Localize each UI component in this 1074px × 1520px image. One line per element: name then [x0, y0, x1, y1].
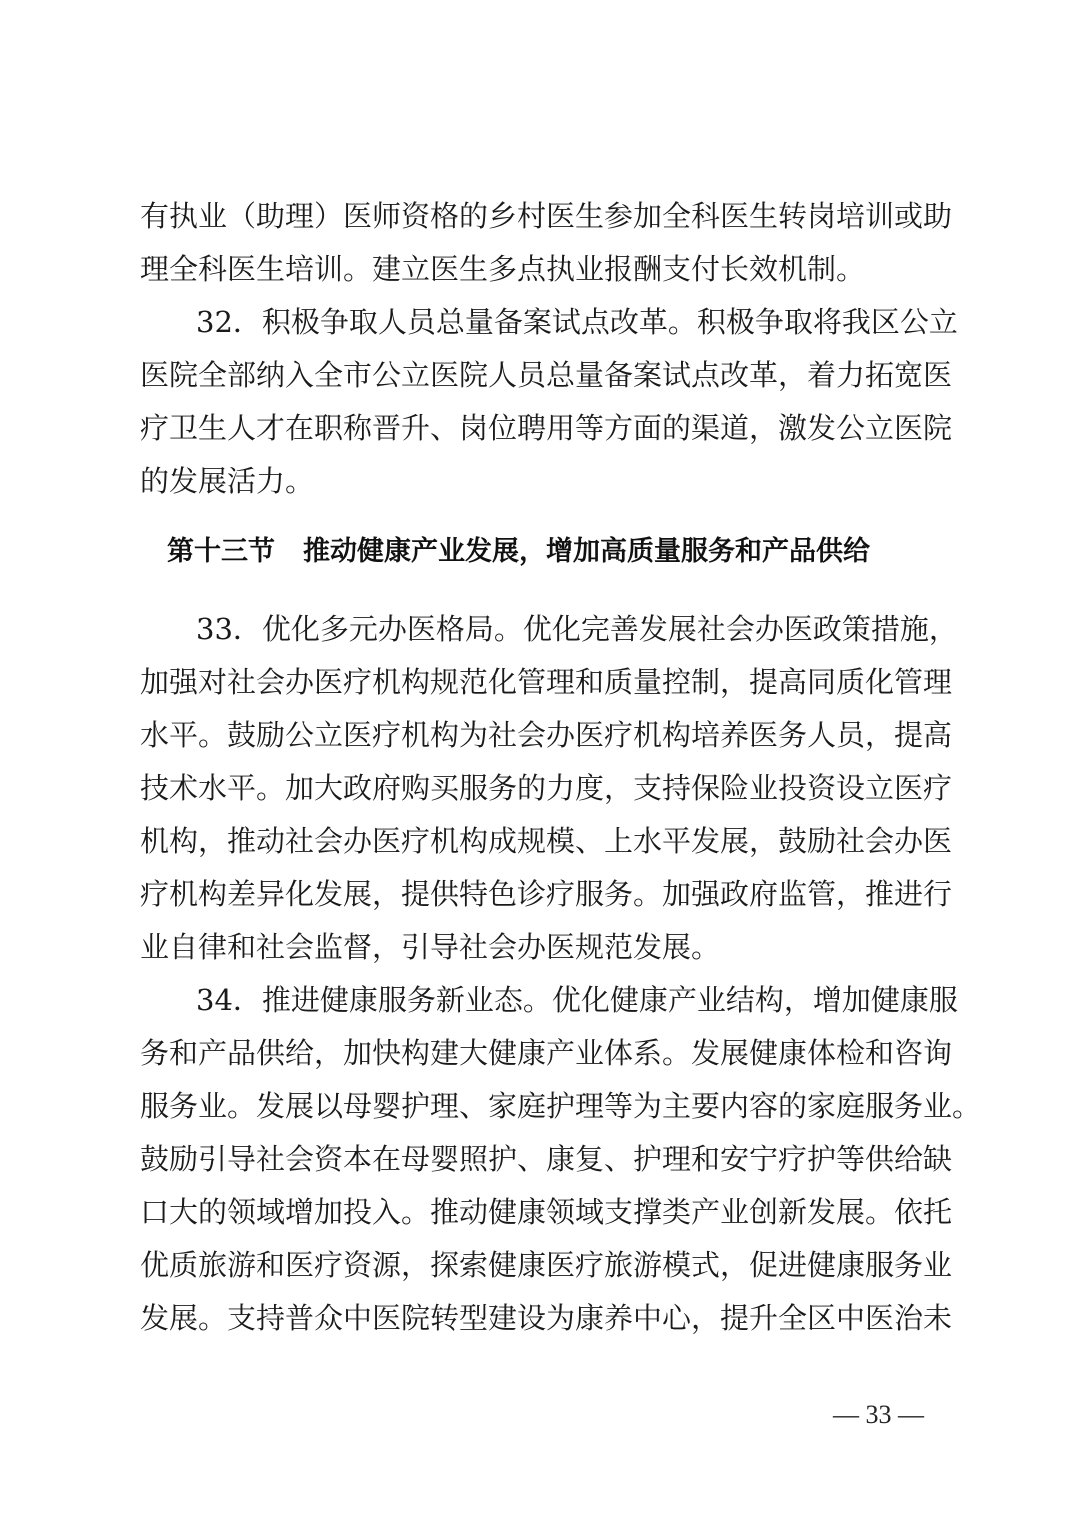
paragraph-34-line-1: 34．推进健康服务新业态。优化健康产业结构，增加健康服	[196, 983, 958, 1017]
paragraph-33-line-1: 33．优化多元办医格局。优化完善发展社会办医政策措施，	[196, 612, 958, 646]
paragraph-31-line-2: 理全科医生培训。建立医生多点执业报酬支付长效机制。	[140, 252, 866, 286]
paragraph-34-line-4: 鼓励引导社会资本在母婴照护、康复、护理和安宁疗护等供给缺	[140, 1142, 953, 1176]
paragraph-32-line-2: 医院全部纳入全市公立医院人员总量备案试点改革，着力拓宽医	[140, 358, 953, 392]
paragraph-34-line-2: 务和产品供给，加快构建大健康产业体系。发展健康体检和咨询	[140, 1036, 953, 1070]
section-title: 推动健康产业发展，增加高质量服务和产品供给	[303, 536, 870, 567]
page-number: — 33 —	[833, 1400, 924, 1429]
paragraph-31-line-1: 有执业（助理）医师资格的乡村医生参加全科医生转岗培训或助	[140, 199, 953, 233]
paragraph-33-line-4: 技术水平。加大政府购买服务的力度，支持保险业投资设立医疗	[140, 771, 953, 805]
paragraph-34-line-7: 发展。支持普众中医院转型建设为康养中心，提升全区中医治未	[140, 1301, 953, 1335]
paragraph-33-line-6: 疗机构差异化发展，提供特色诊疗服务。加强政府监管，推进行	[140, 877, 953, 911]
section-number: 第十三节	[167, 536, 275, 567]
section-heading	[167, 532, 927, 572]
paragraph-34-line-6: 优质旅游和医疗资源，探索健康医疗旅游模式，促进健康服务业	[140, 1248, 953, 1282]
paragraph-33-line-5: 机构，推动社会办医疗机构成规模、上水平发展，鼓励社会办医	[140, 824, 953, 858]
paragraph-34-line-3: 服务业。发展以母婴护理、家庭护理等为主要内容的家庭服务业。	[140, 1089, 982, 1123]
paragraph-32-line-4: 的发展活力。	[140, 464, 315, 498]
paragraph-33-line-7: 业自律和社会监督，引导社会办医规范发展。	[140, 930, 721, 964]
paragraph-33-line-2: 加强对社会办医疗机构规范化管理和质量控制，提高同质化管理	[140, 665, 953, 699]
paragraph-32-line-3: 疗卫生人才在职称晋升、岗位聘用等方面的渠道，激发公立医院	[140, 411, 953, 445]
paragraph-34-line-5: 口大的领域增加投入。推动健康领域支撑类产业创新发展。依托	[140, 1195, 953, 1229]
paragraph-32-line-1: 32．积极争取人员总量备案试点改革。积极争取将我区公立	[196, 305, 958, 339]
paragraph-33-line-3: 水平。鼓励公立医疗机构为社会办医疗机构培养医务人员，提高	[140, 718, 953, 752]
